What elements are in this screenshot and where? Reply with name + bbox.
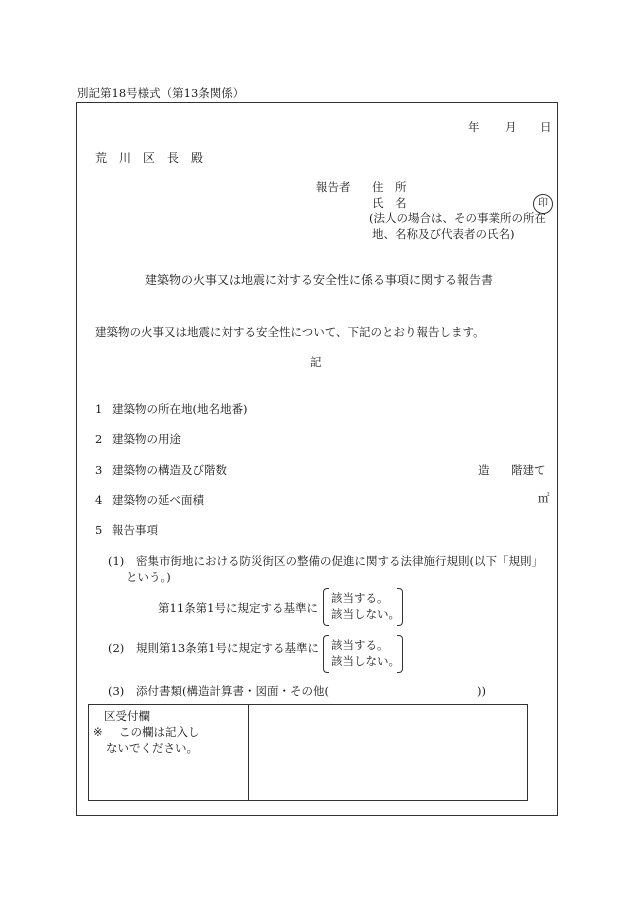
sub2-bracket-left xyxy=(323,635,329,673)
date-month-label: 月 xyxy=(505,120,517,134)
item3-number: 3 xyxy=(95,463,103,477)
item2-number: 2 xyxy=(95,432,103,446)
reception-title: 区受付欄 xyxy=(104,709,150,723)
form-label: 別記第18号様式（第13条関係） xyxy=(77,86,245,100)
reception-note-line1: この欄は記入し xyxy=(119,725,200,739)
item2-label: 建築物の用途 xyxy=(112,432,181,446)
sub1-bracket-left xyxy=(323,588,329,626)
sub1-line2: という。) xyxy=(126,570,171,584)
intro-text: 建築物の火事又は地震に対する安全性について、下記のとおり報告します。 xyxy=(95,325,485,339)
item1-label: 建築物の所在地(地名地番) xyxy=(112,402,248,416)
sub1-line1: 密集市街地における防災街区の整備の促進に関する法律施行規則(以下「規則」 xyxy=(136,554,543,568)
item3-zou: 造 xyxy=(478,463,490,477)
item5-number: 5 xyxy=(95,523,103,537)
reception-stamp-area xyxy=(250,705,525,798)
sub1-option-not-applies: 該当しない。 xyxy=(331,607,400,621)
item3-label: 建築物の構造及び階数 xyxy=(112,463,227,477)
sub2-number: (2) xyxy=(108,641,125,655)
ki-heading: 記 xyxy=(310,355,322,369)
sub3-number: (3) xyxy=(108,684,125,698)
item4-number: 4 xyxy=(95,493,103,507)
item1-number: 1 xyxy=(95,402,103,416)
seal-mark: 印 xyxy=(533,194,553,214)
sub1-option-applies: 該当する。 xyxy=(331,591,389,605)
reporter-note-line2: 地、名称及び代表者の氏名) xyxy=(372,227,515,241)
date-day-label: 日 xyxy=(540,120,552,134)
sub2-option-not-applies: 該当しない。 xyxy=(331,654,400,668)
item5-label: 報告事項 xyxy=(112,523,158,537)
addressee: 荒 川 区 長 殿 xyxy=(95,151,204,165)
sub2-bracket-right xyxy=(397,635,403,673)
sub1-number: (1) xyxy=(108,554,125,568)
name-label: 氏 名 xyxy=(372,196,407,210)
address-label: 住 所 xyxy=(372,180,407,194)
item4-label: 建築物の延べ面積 xyxy=(112,493,204,507)
reception-mark: ※ xyxy=(93,725,103,739)
reporter-label: 報告者 xyxy=(316,180,351,194)
sub2-criteria: 規則第13条第1号に規定する基準に xyxy=(136,641,319,655)
sub1-criteria: 第11条第1号に規定する基準に xyxy=(158,601,318,615)
sub3-close-paren: )) xyxy=(477,684,486,698)
sub2-option-applies: 該当する。 xyxy=(331,638,389,652)
date-year-label: 年 xyxy=(468,120,480,134)
reporter-note-line1: (法人の場合は、その事業所の所在 xyxy=(369,211,546,225)
sub1-bracket-right xyxy=(397,588,403,626)
item3-kai: 階建て xyxy=(511,463,546,477)
reception-note-line2: ないでください。 xyxy=(106,741,198,755)
document-title: 建築物の火事又は地震に対する安全性に係る事項に関する報告書 xyxy=(145,273,494,287)
reception-divider xyxy=(248,704,249,800)
item4-unit: ㎡ xyxy=(538,491,550,505)
sub3-label: 添付書類(構造計算書・図面・その他( xyxy=(136,684,329,698)
